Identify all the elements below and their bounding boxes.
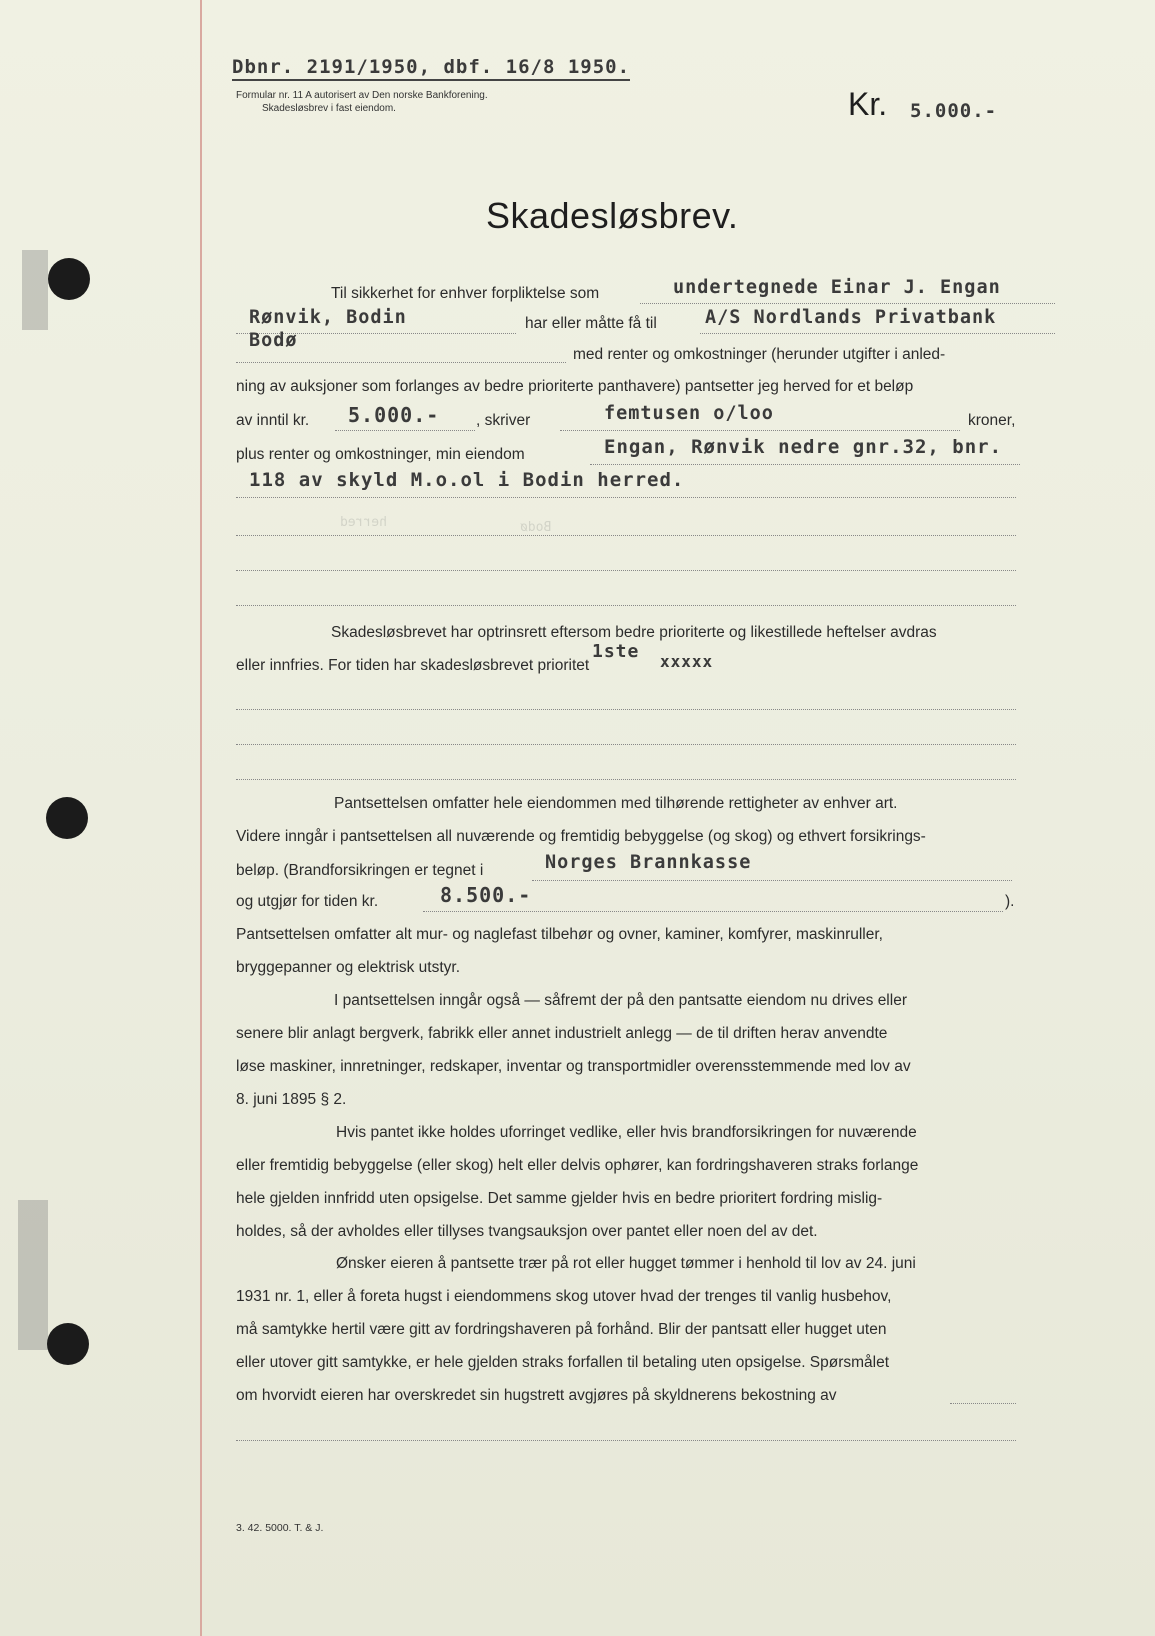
obligation-intro: Til sikkerhet for enhver forpliktelse som bbox=[331, 285, 600, 302]
fill-line bbox=[335, 430, 475, 431]
fill-line bbox=[236, 497, 1016, 498]
fill-line bbox=[423, 911, 1003, 912]
debtor-address: Rønvik, Bodin bbox=[249, 307, 407, 328]
industrial-clause-line: senere blir anlagt bergverk, fabrikk eller annet industrielt anlegg — de til driften herav anvendte bbox=[236, 1025, 888, 1042]
insurance-intro: beløp. (Brandforsikringen er tegnet i bbox=[236, 862, 484, 879]
fill-line bbox=[236, 605, 1016, 606]
industrial-clause-line: løse maskiner, innretninger, redskaper, inventar og transportmidler overensstemmende med lov av bbox=[236, 1058, 911, 1075]
punch-hole-bottom bbox=[47, 1323, 89, 1365]
page-shadow bbox=[22, 250, 48, 330]
forestry-clause-line: 1931 nr. 1, eller å foreta hugst i eiendommens skog utover hvad der trenges til vanlig husbehov, bbox=[236, 1288, 892, 1305]
fill-line bbox=[236, 779, 1016, 780]
fixtures-clause: Pantsettelsen omfatter alt mur- og naglefast tilbehør og ovner, kaminer, komfyrer, maskinruller, bbox=[236, 926, 883, 943]
property-description: Engan, Rønvik nedre gnr.32, bnr. bbox=[604, 436, 1003, 458]
amount-intro: av inntil kr. bbox=[236, 412, 310, 429]
fill-line bbox=[640, 303, 1055, 304]
property-description-cont: 118 av skyld M.o.ol i Bodin herred. bbox=[249, 469, 685, 491]
maintenance-clause-line: eller fremtidig bebyggelse (eller skog) helt eller delvis ophører, kan fordringshaveren straks forlange bbox=[236, 1157, 919, 1174]
fill-line bbox=[532, 880, 1012, 881]
show-through: Bodø bbox=[520, 520, 552, 535]
property-intro: plus renter og omkostninger, min eiendom bbox=[236, 446, 525, 463]
auction-clause: ning av auksjoner som forlanges av bedre prioriterte panthavere) pantsetter jeg herved for et beløp bbox=[236, 378, 914, 395]
fill-line bbox=[590, 464, 1020, 465]
loan-amount: 5.000.- bbox=[348, 403, 440, 427]
priority-rank: 1ste bbox=[592, 641, 640, 662]
currency-label: kroner, bbox=[968, 412, 1016, 429]
amount-words-intro: , skriver bbox=[476, 412, 531, 429]
document-title: Skadesløsbrev. bbox=[486, 195, 739, 236]
forestry-clause-line: eller utover gitt samtykke, er hele gjelden straks forfallen til betaling uten opsigelse. Spørsmålet bbox=[236, 1354, 890, 1371]
creditor-name: A/S Nordlands Privatbank bbox=[705, 307, 997, 328]
insurance-amount-intro: og utgjør for tiden kr. bbox=[236, 893, 379, 910]
fill-line bbox=[950, 1403, 1016, 1404]
fill-line bbox=[236, 570, 1016, 571]
creditor-intro: har eller måtte få til bbox=[525, 315, 657, 332]
maintenance-clause-line: hele gjelden innfridd uten opsigelse. Det samme gjelder hvis en bedre prioritert fordring mislig- bbox=[236, 1190, 883, 1207]
form-authorization: Formular nr. 11 A autorisert av Den norske Bankforening. bbox=[236, 90, 488, 101]
page-shadow bbox=[18, 1200, 48, 1350]
punch-hole-top bbox=[48, 258, 90, 300]
document-reference: Dbnr. 2191/1950, dbf. 16/8 1950. bbox=[232, 56, 630, 81]
insurance-company: Norges Brannkasse bbox=[545, 852, 752, 873]
forestry-clause-line: Ønsker eieren å pantsette trær på rot eller hugget tømmer i henhold til lov av 24. juni bbox=[336, 1255, 916, 1272]
struck-text: xxxxx bbox=[660, 652, 714, 671]
insurance-amount: 8.500.- bbox=[440, 883, 532, 907]
amount-value: 5.000.- bbox=[910, 100, 998, 122]
insurance-close: ). bbox=[1005, 893, 1015, 910]
priority-clause: Skadesløsbrevet har optrinsrett eftersom bedre prioriterte og likestillede heftelser avdras bbox=[331, 624, 937, 641]
maintenance-clause-line: Hvis pantet ikke holdes uforringet vedlike, eller hvis brandforsikringen for nuværende bbox=[336, 1124, 917, 1141]
amount-in-words: femtusen o/loo bbox=[604, 403, 774, 424]
fixtures-clause-cont: bryggepanner og elektrisk utstyr. bbox=[236, 959, 461, 976]
pant-scope: Pantsettelsen omfatter hele eiendommen med tilhørende rettigheter av enhver art. bbox=[334, 795, 898, 812]
fill-line bbox=[560, 430, 960, 431]
industrial-clause-line: 8. juni 1895 § 2. bbox=[236, 1091, 347, 1108]
pant-buildings: Videre inngår i pantsettelsen all nuværende og fremtidig bebyggelse (og skog) og ethvert forsikrings- bbox=[236, 828, 926, 845]
fill-line bbox=[236, 709, 1016, 710]
fill-line bbox=[236, 744, 1016, 745]
show-through: herred bbox=[340, 515, 387, 530]
costs-clause: med renter og omkostninger (herunder utgifter i anled- bbox=[573, 346, 946, 363]
debtor-name: undertegnede Einar J. Engan bbox=[673, 277, 1001, 298]
punch-hole-middle bbox=[46, 797, 88, 839]
form-type: Skadesløsbrev i fast eiendom. bbox=[262, 103, 396, 114]
priority-intro: eller innfries. For tiden har skadesløsbrevet prioritet bbox=[236, 657, 590, 674]
forestry-clause-line: må samtykke hertil være gitt av fordringshaveren på forhånd. Blir der pantsatt eller hugget uten bbox=[236, 1321, 887, 1338]
print-code: 3. 42. 5000. T. & J. bbox=[236, 1522, 324, 1534]
industrial-clause-line: I pantsettelsen inngår også — såfremt der på den pantsatte eiendom nu drives eller bbox=[334, 992, 907, 1009]
margin-line bbox=[200, 0, 202, 1636]
maintenance-clause-line: holdes, så der avholdes eller tillyses tvangsauksjon over pantet eller noen del av det. bbox=[236, 1223, 818, 1240]
fill-line bbox=[236, 1440, 1016, 1441]
forestry-clause-line: om hvorvidt eieren har overskredet sin hugstrett avgjøres på skyldnerens bekostning av bbox=[236, 1387, 837, 1404]
creditor-location: Bodø bbox=[249, 330, 298, 351]
fill-line bbox=[236, 535, 1016, 536]
amount-label: Kr. bbox=[848, 86, 888, 122]
fill-line bbox=[700, 333, 1055, 334]
fill-line bbox=[236, 362, 566, 363]
